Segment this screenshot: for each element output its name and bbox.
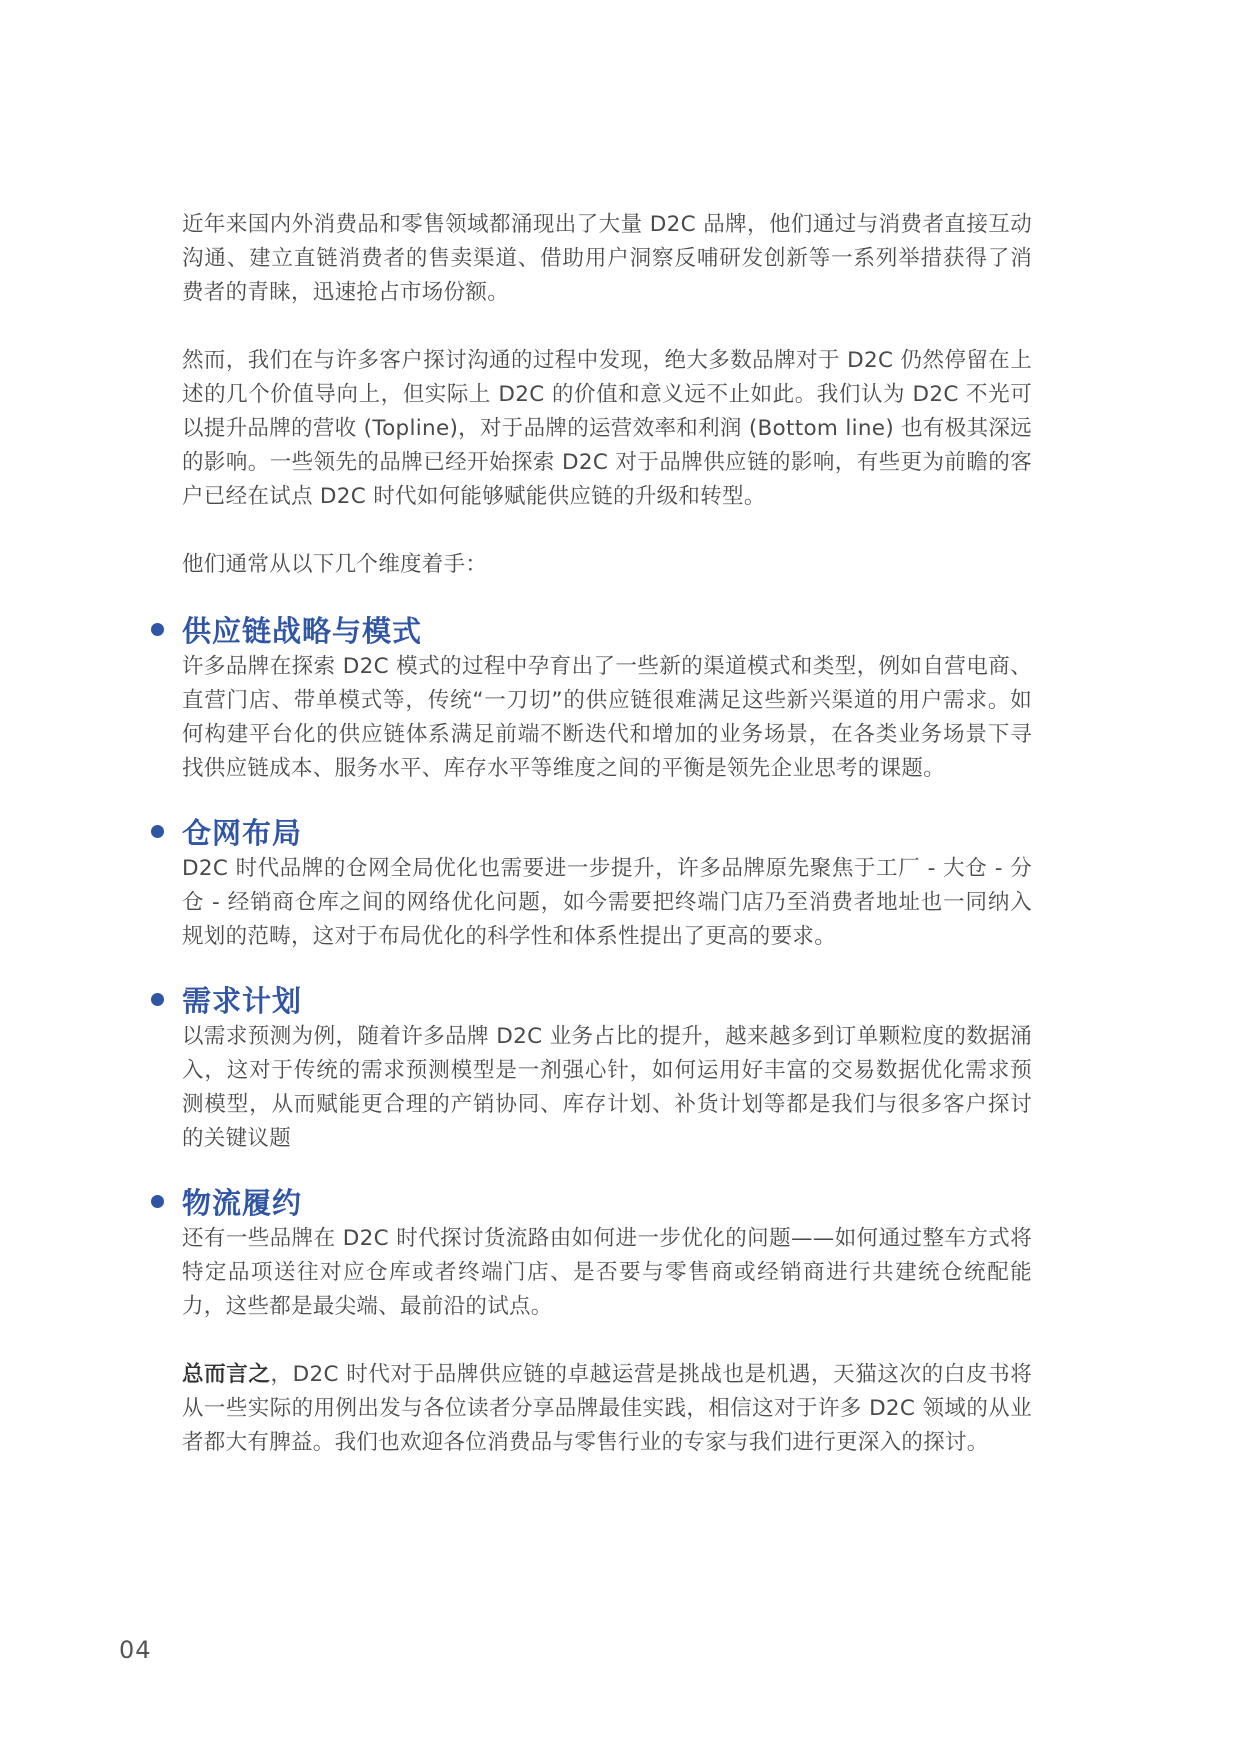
section-body: 许多品牌在探索 D2C 模式的过程中孕育出了一些新的渠道模式和类型，例如自营电商、直营门店、带单模式等，传统“一刀切”的供应链很难满足这些新兴渠道的用户需求。如何构建平台化的供应链体系满足前端不断迭代和增加的业务场景，在各类业务场景下寻找供应链成本、服务水平、库存水平等维度之间的平衡是领先企业思考的课题。	[182, 654, 1032, 781]
dimension-list	[182, 608, 1032, 1324]
intro-paragraph-1: 近年来国内外消费品和零售领域都涌现出了大量 D2C 品牌，他们通过与消费者直接互动沟通、建立直链消费者的售卖渠道、借助用户洞察反哺研发创新等一系列举措获得了消费者的青睐，迅速抢占市场份额。	[182, 212, 1032, 305]
section-title: 仓网布局	[182, 815, 303, 850]
section-body: D2C 时代品牌的仓网全局优化也需要进一步提升，许多品牌原先聚焦于工厂 - 大仓 - 分仓 - 经销商仓库之间的网络优化问题，如今需要把终端门店乃至消费者地址也一同纳入规划的范畴，这对于布局优化的科学性和体系性提出了更高的要求。	[182, 856, 1032, 949]
page-content	[182, 208, 1032, 1460]
conclusion-lead: 总而言之	[182, 1362, 271, 1387]
section-supply-chain-strategy	[182, 608, 1032, 786]
intro-paragraph-3: 他们通常从以下几个维度着手：	[182, 552, 488, 577]
section-heading	[182, 978, 1032, 1020]
section-warehouse-network	[182, 810, 1032, 954]
section-heading	[182, 1180, 1032, 1222]
section-title: 需求计划	[182, 983, 303, 1018]
section-title: 物流履约	[182, 1185, 303, 1220]
bullet-dot-icon	[151, 1195, 164, 1208]
section-demand-planning	[182, 978, 1032, 1156]
intro-paragraph-2: 然而，我们在与许多客户探讨沟通的过程中发现，绝大多数品牌对于 D2C 仍然停留在上述的几个价值导向上，但实际上 D2C 的价值和意义远不止如此。我们认为 D2C 不光可以提升品牌的营收 (Topline)，对于品牌的运营效率和利润 (Bottom line) 也有极其深远的影响。一些领先的品牌已经开始探索 D2C 对于品牌供应链的影响，有些更为前瞻的客户已经在试点 D2C 时代如何能够赋能供应链的升级和转型。	[182, 348, 1032, 509]
section-heading	[182, 810, 1032, 852]
conclusion-text: ，D2C 时代对于品牌供应链的卓越运营是挑战也是机遇，天猫这次的白皮书将从一些实际的用例出发与各位读者分享品牌最佳实践，相信这对于许多 D2C 领域的从业者都大有脾益。我们也欢迎各位消费品与零售行业的专家与我们进行更深入的探讨。	[182, 1362, 1032, 1455]
bullet-dot-icon	[151, 993, 164, 1006]
conclusion-paragraph	[182, 1358, 1032, 1460]
bullet-dot-icon	[151, 825, 164, 838]
page-number: 04	[119, 1636, 152, 1664]
section-logistics-fulfillment	[182, 1180, 1032, 1324]
section-body: 以需求预测为例，随着许多品牌 D2C 业务占比的提升，越来越多到订单颗粒度的数据涌入，这对于传统的需求预测模型是一剂强心针，如何运用好丰富的交易数据优化需求预测模型，从而赋能更合理的产销协同、库存计划、补货计划等都是我们与很多客户探讨的关键议题	[182, 1024, 1032, 1151]
section-heading	[182, 608, 1032, 650]
bullet-dot-icon	[151, 623, 164, 636]
section-body: 还有一些品牌在 D2C 时代探讨货流路由如何进一步优化的问题——如何通过整车方式将特定品项送往对应仓库或者终端门店、是否要与零售商或经销商进行共建统仓统配能力，这些都是最尖端、最前沿的试点。	[182, 1226, 1032, 1319]
section-title: 供应链战略与模式	[182, 613, 423, 648]
